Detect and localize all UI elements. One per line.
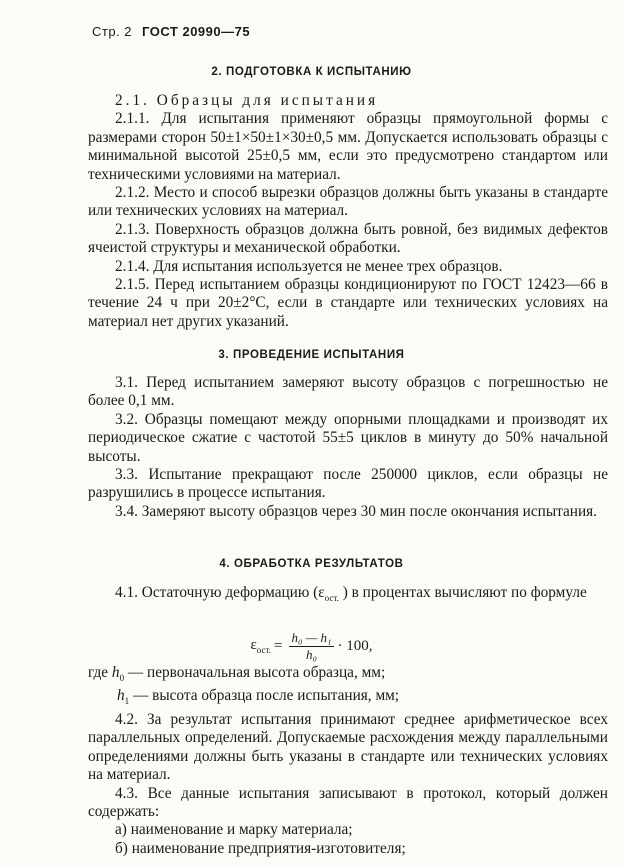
section-2-body (88, 92, 608, 331)
paragraph-2-1: 2.1. Образцы для испытания (115, 92, 379, 109)
where-line-1: где $h_0$ — первоначальная высота образца, мм; (88, 664, 386, 684)
paragraph-4-3: 4.3. Все данные испытания записывают в протокол, который должен содержать: (88, 784, 608, 820)
section-4-body (88, 664, 608, 858)
formula-fraction (289, 630, 333, 663)
paragraph-4-1: 4.1. Остаточную деформацию ($\varepsilon_{ост.}$ ) в процентах вычисляют по формуле (115, 584, 587, 604)
section-3-body (88, 374, 608, 521)
paragraph-2-1-2: 2.1.2. Место и способ вырезки образцов должны быть указаны в стандарте или технических условиях на материал. (88, 184, 608, 220)
formula-denominator: h₀ (305, 646, 318, 662)
paragraph-2-1-3: 2.1.3. Поверхность образцов должна быть ровной, без видимых дефектов ячеистой структуры и механической обработки. (88, 220, 608, 257)
paragraph-2-1-1: 2.1.1. Для испытания применяют образцы прямоугольной формы с размерами сторон 50±1×50±1×30±0,5 мм. Допускается использовать образцы с минимальной высотой 25±0,5 мм, если это предусмотрено стандартом или техническими условиями на материал. (88, 110, 608, 183)
section-3-title: 3. ПРОВЕДЕНИЕ ИСПЫТАНИЯ (218, 349, 405, 361)
paragraph-2-1-5: 2.1.5. Перед испытанием образцы кондиционируют по ГОСТ 12423—66 в течение 24 ч при 20±2°С, если в стандарте или технических условиях на материал нет других указаний. (88, 276, 608, 330)
paragraph-3-2: 3.2. Образцы помещают между опорными площадками и производят их периодическое сжатие с частотой 55±5 циклов в минуту до 50% начальной высоты. (88, 410, 608, 465)
paragraph-2-1-4: 2.1.4. Для испытания используется не менее трех образцов. (115, 257, 503, 275)
paragraph-3-3: 3.3. Испытание прекращают после 250000 циклов, если образцы не разрушились в процессе испытания. (88, 466, 608, 502)
paragraph-4-2: 4.2. За результат испытания принимают среднее арифметическое всех параллельных определений. Допускаемые расхождения между параллельными определениями должны быть указаны в стандарте или технических условиях на материал. (88, 710, 608, 784)
list-item-a: а) наименование и марку материала; (115, 821, 353, 839)
list-item-b: б) наименование предприятия-изготовителя; (115, 839, 406, 857)
deformation-formula: $\varepsilon_{ост.}$ = $\frac{\text{h₀ — h₁}}{\text{h₀}}$ · 100, (250, 629, 373, 662)
page-header (92, 24, 250, 39)
epsilon-symbol: ε (318, 584, 325, 601)
section-2-title: 2. ПОДГОТОВКА К ИСПЫТАНИЮ (211, 66, 412, 78)
paragraph-3-4: 3.4. Замеряют высоту образцов через 30 мин после окончания испытания. (115, 502, 598, 520)
formula-numerator: h₀ — h₁ (291, 629, 332, 645)
where-line-2: $h_1$ — высота образца после испытания, мм; (117, 687, 400, 707)
standard-number: ГОСТ 20990—75 (142, 24, 251, 39)
page-number: Стр. 2 (92, 24, 133, 39)
paragraph-3-1: 3.1. Перед испытанием замеряют высоту образцов с погрешностью не более 0,1 мм. (88, 374, 608, 410)
section-4-title: 4. ОБРАБОТКА РЕЗУЛЬТАТОВ (219, 558, 404, 570)
